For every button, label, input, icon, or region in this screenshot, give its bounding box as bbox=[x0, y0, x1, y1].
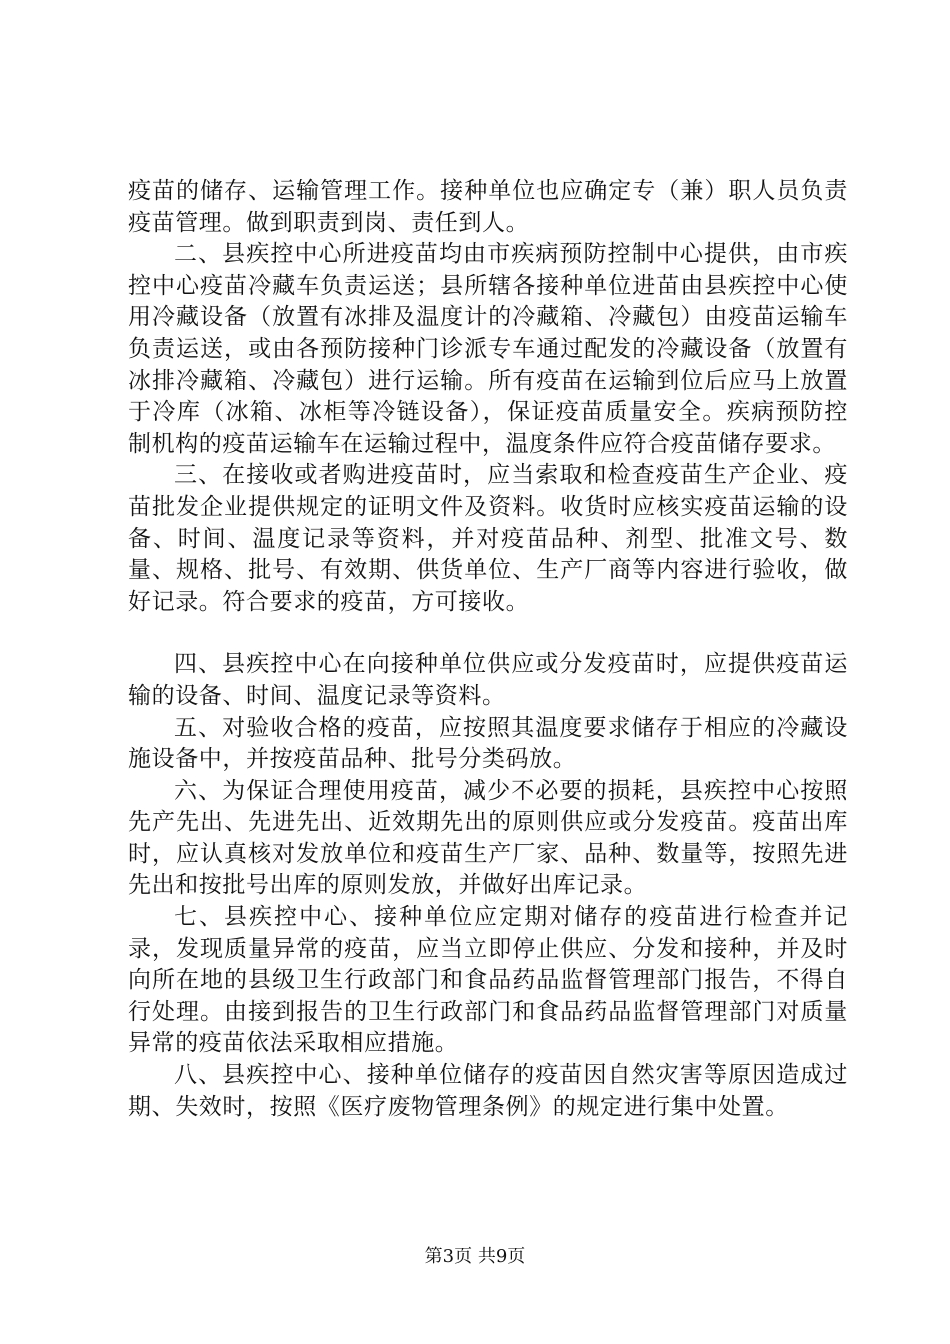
paragraph-4-vaccine-supply: 四、县疾控中心在向接种单位供应或分发疫苗时，应提供疫苗运输的设备、时间、温度记录等资料。 bbox=[128, 651, 848, 709]
paragraph-continuation: 疫苗的储存、运输管理工作。接种单位也应确定专（兼）职人员负责疫苗管理。做到职责到岗、责任到人。 bbox=[128, 178, 848, 236]
paragraph-spacer bbox=[128, 618, 848, 649]
paragraph-3-vaccine-receiving: 三、在接收或者购进疫苗时，应当索取和检查疫苗生产企业、疫苗批发企业提供规定的证明文件及资料。收货时应核实疫苗运输的设备、时间、温度记录等资料，并对疫苗品种、剂型、批准文号、数量、规格、批号、有效期、供货单位、生产厂商等内容进行验收，做好记录。符合要求的疫苗，方可接收。 bbox=[128, 462, 848, 615]
page-number-footer: 第3页 共9页 bbox=[424, 1246, 526, 1267]
paragraph-6-vaccine-dispatch: 六、为保证合理使用疫苗，减少不必要的损耗，县疾控中心按照先产先出、先进先出、近效期先出的原则供应或分发疫苗。疫苗出库时，应认真核对发放单位和疫苗生产厂家、品种、数量等，按照先进先出和按批号出库的原则发放，并做好出库记录。 bbox=[128, 777, 848, 899]
paragraph-2-vaccine-transport: 二、县疾控中心所进疫苗均由市疾病预防控制中心提供，由市疾控中心疫苗冷藏车负责运送；县所辖各接种单位进苗由县疾控中心使用冷藏设备（放置有冰排及温度计的冷藏箱、冷藏包）由疫苗运输车负责运送，或由各预防接种门诊派专车通过配发的冷藏设备（放置有冰排冷藏箱、冷藏包）进行运输。所有疫苗在运输到位后应马上放置于冷库（冰箱、冰柜等冷链设备），保证疫苗质量安全。疾病预防控制机构的疫苗运输车在运输过程中，温度条件应符合疫苗储存要求。 bbox=[128, 241, 848, 457]
paragraph-5-vaccine-storage: 五、对验收合格的疫苗，应按照其温度要求储存于相应的冷藏设施设备中，并按疫苗品种、批号分类码放。 bbox=[128, 714, 848, 773]
paragraph-8-vaccine-disposal: 八、县疾控中心、接种单位储存的疫苗因自然灾害等原因造成过期、失效时，按照《医疗废物管理条例》的规定进行集中处置。 bbox=[128, 1062, 848, 1120]
document-body bbox=[128, 176, 848, 1123]
paragraph-7-vaccine-inspection: 七、县疾控中心、接种单位应定期对储存的疫苗进行检查并记录，发现质量异常的疫苗，应当立即停止供应、分发和接种，并及时向所在地的县级卫生行政部门和食品药品监督管理部门报告，不得自行处理。由接到报告的卫生行政部门和食品药品监督管理部门对质量异常的疫苗依法采取相应措施。 bbox=[128, 904, 848, 1057]
